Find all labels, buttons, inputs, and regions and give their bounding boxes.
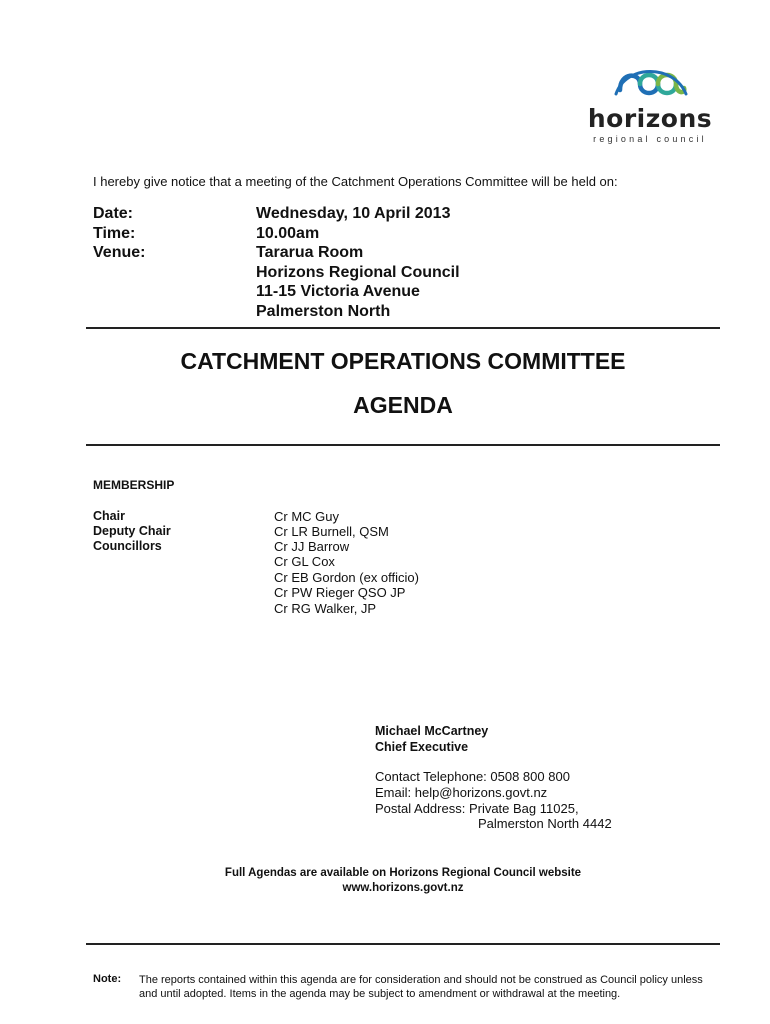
venue-line: Palmerston North — [256, 303, 391, 320]
member-name: Cr GL Cox — [274, 554, 335, 569]
member-name: Cr LR Burnell, QSM — [274, 524, 389, 539]
member-name: Cr PW Rieger QSO JP — [274, 585, 406, 600]
date-label: Date: — [93, 205, 134, 222]
postal-address: Postal Address: Private Bag 11025, — [375, 801, 579, 816]
venue-line: Horizons Regional Council — [256, 264, 460, 281]
postal-city: Palmerston North 4442 — [478, 816, 612, 831]
member-name: Cr EB Gordon (ex officio) — [274, 570, 419, 585]
agendas-availability: Full Agendas are available on Horizons Regional Council website — [224, 867, 582, 879]
member-name: Cr MC Guy — [274, 509, 339, 524]
role-label: Councillors — [93, 539, 162, 553]
contact-email: Email: help@horizons.govt.nz — [375, 785, 548, 800]
meeting-date: Wednesday, 10 April 2013 — [256, 205, 451, 222]
note-text: The reports contained within this agenda are for consideration and should not be construed as Council policy unless and until adopted. Items in the agenda may be subject to amendment or withdrawal at the meeting. — [139, 974, 703, 1000]
contact-telephone: Contact Telephone: 0508 800 800 — [375, 769, 570, 784]
note-label: Note: — [93, 973, 122, 985]
meeting-notice: I hereby give notice that a meeting of the Catchment Operations Committee will be held on: — [93, 174, 618, 189]
venue-line: Tararua Room — [256, 244, 364, 261]
meeting-time: 10.00am — [256, 225, 320, 242]
time-label: Time: — [93, 225, 136, 242]
role-label: Deputy Chair — [93, 524, 171, 538]
divider — [86, 327, 720, 329]
divider — [86, 444, 720, 446]
committee-title: CATCHMENT OPERATIONS COMMITTEE — [180, 348, 626, 374]
horizons-logo — [580, 64, 720, 144]
logo-subtitle: regional council — [593, 134, 707, 144]
ce-name: Michael McCartney — [375, 724, 489, 738]
membership-heading: MEMBERSHIP — [93, 478, 175, 492]
role-label: Chair — [93, 509, 125, 523]
website-link[interactable]: www.horizons.govt.nz — [342, 882, 464, 894]
waves-icon — [580, 64, 720, 106]
agenda-heading: AGENDA — [353, 392, 453, 418]
member-name: Cr JJ Barrow — [274, 539, 350, 554]
ce-title: Chief Executive — [375, 740, 469, 754]
divider — [86, 943, 720, 945]
member-name: Cr RG Walker, JP — [274, 601, 377, 616]
venue-label: Venue: — [93, 244, 146, 261]
venue-line: 11-15 Victoria Avenue — [256, 283, 420, 300]
logo-wordmark: horizons — [587, 104, 713, 133]
